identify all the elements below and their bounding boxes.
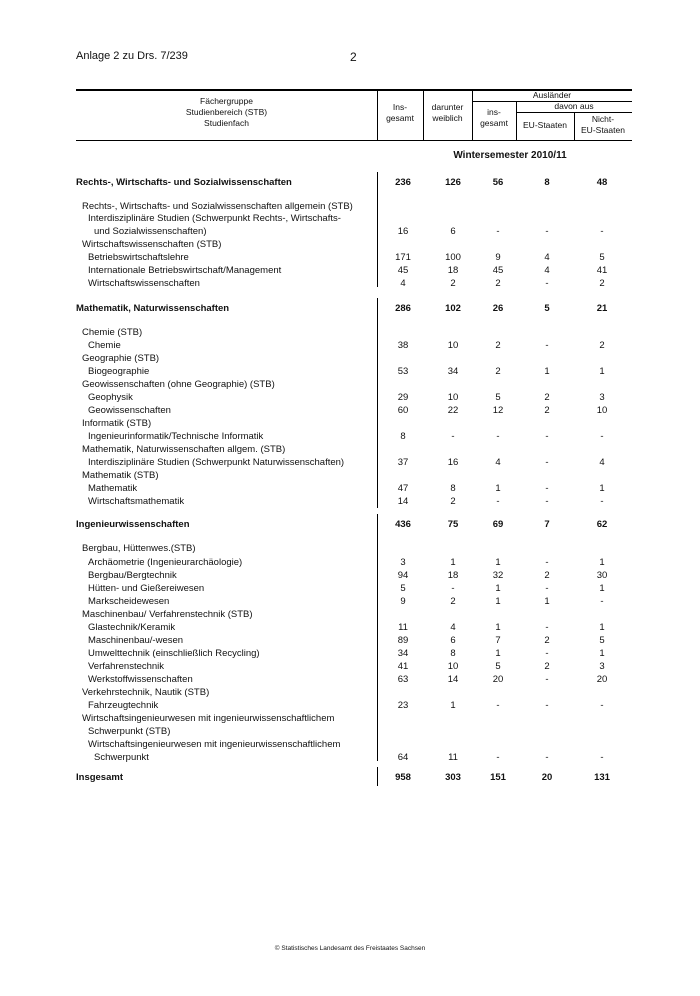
table-row [0, 699, 700, 712]
value-eu-staaten: - [545, 674, 549, 685]
value-auslaender-insgesamt: 2 [495, 366, 501, 377]
value-eu-staaten: - [545, 483, 549, 494]
value-insgesamt: 11 [398, 622, 408, 633]
row-label: Glastechnik/Keramik [88, 622, 176, 633]
value-nicht-eu-staaten: 1 [599, 583, 605, 594]
value-weiblich: 10 [447, 340, 459, 351]
row-label: Insgesamt [76, 772, 123, 783]
table-row [0, 582, 700, 595]
row-label: Schwerpunkt [94, 752, 149, 763]
row-label: Bergbau/Bergtechnik [88, 570, 177, 581]
value-insgesamt: 37 [397, 457, 409, 468]
value-nicht-eu-staaten: - [600, 596, 604, 607]
value-nicht-eu-staaten: 21 [596, 303, 608, 314]
value-insgesamt: 286 [395, 303, 411, 314]
value-weiblich: 11 [448, 752, 458, 763]
table-row [0, 212, 700, 225]
value-auslaender-insgesamt: 32 [492, 570, 504, 581]
value-eu-staaten: - [545, 457, 549, 468]
row-label: Bergbau, Hüttenwes.(STB) [82, 543, 196, 554]
value-eu-staaten: 20 [541, 772, 553, 783]
header-text: Studienbereich (STB) [185, 107, 268, 117]
table-row [0, 725, 700, 738]
table-row [0, 686, 700, 699]
value-auslaender-insgesamt: 12 [492, 405, 504, 416]
value-nicht-eu-staaten: 2 [599, 340, 605, 351]
value-weiblich: - [451, 431, 455, 442]
header-nicht-eu-staaten [574, 114, 632, 136]
value-auslaender-insgesamt: 1 [495, 596, 501, 607]
table-row [0, 365, 700, 378]
value-auslaender-insgesamt: 1 [495, 557, 501, 568]
value-weiblich: 8 [450, 483, 456, 494]
row-label: Umwelttechnik (einschließlich Recycling) [88, 648, 260, 659]
row-label: Geophysik [88, 392, 133, 403]
value-nicht-eu-staaten: 1 [599, 557, 605, 568]
row-label: Hütten- und Gießereiwesen [88, 583, 205, 594]
value-weiblich: 1 [450, 700, 456, 711]
header-text: Nicht- [591, 114, 615, 124]
table-row [0, 621, 700, 634]
table-group-row [0, 518, 700, 531]
value-auslaender-insgesamt: 56 [492, 177, 504, 188]
table-row [0, 443, 700, 456]
value-insgesamt: 63 [397, 674, 409, 685]
value-eu-staaten: - [545, 583, 549, 594]
value-eu-staaten: 2 [544, 570, 550, 581]
row-label: Mathematik, Naturwissenschaften [76, 303, 230, 314]
value-nicht-eu-staaten: 1 [599, 483, 605, 494]
table-row [0, 556, 700, 569]
value-eu-staaten: 8 [544, 177, 550, 188]
row-label: Wirtschaftsingenieurwesen mit ingenieurwissenschaftlichem [88, 739, 341, 750]
table-row [0, 495, 700, 508]
table-row [0, 482, 700, 495]
value-insgesamt: 4 [400, 278, 406, 289]
value-auslaender-insgesamt: 69 [492, 519, 504, 530]
value-insgesamt: 41 [397, 661, 409, 672]
table-row [0, 417, 700, 430]
row-label: Werkstoffwissenschaften [88, 674, 193, 685]
value-auslaender-insgesamt: 9 [495, 252, 501, 263]
value-weiblich: 16 [447, 457, 459, 468]
value-insgesamt: 60 [397, 405, 409, 416]
table-row [0, 569, 700, 582]
table-row [0, 647, 700, 660]
value-nicht-eu-staaten: 5 [599, 635, 605, 646]
value-nicht-eu-staaten: 4 [599, 457, 605, 468]
value-eu-staaten: 1 [544, 596, 550, 607]
row-label: Geowissenschaften [88, 405, 171, 416]
value-insgesamt: 45 [397, 265, 409, 276]
value-weiblich: 6 [450, 635, 456, 646]
table-row [0, 712, 700, 725]
header-text: weiblich [432, 113, 463, 123]
value-eu-staaten: - [545, 622, 549, 633]
header-text: gesamt [480, 118, 508, 128]
table-row [0, 469, 700, 482]
value-eu-staaten: - [545, 226, 549, 237]
value-weiblich: 126 [445, 177, 461, 188]
value-weiblich: 8 [450, 648, 456, 659]
value-weiblich: 18 [447, 570, 459, 581]
document-reference: Anlage 2 zu Drs. 7/239 [76, 50, 188, 62]
value-weiblich: 2 [450, 496, 456, 507]
table-row [0, 738, 700, 751]
value-auslaender-insgesamt: 2 [495, 278, 501, 289]
value-weiblich: 75 [447, 519, 459, 530]
value-insgesamt: 16 [397, 226, 409, 237]
value-nicht-eu-staaten: - [600, 226, 604, 237]
table-group-row [0, 302, 700, 315]
column-rule [377, 767, 378, 786]
value-weiblich: 100 [445, 252, 461, 263]
table-row [0, 277, 700, 290]
header-eu-staaten: EU-Staaten [523, 120, 567, 130]
header-davon-aus: davon aus [554, 101, 594, 111]
table-row [0, 673, 700, 686]
column-rule [377, 172, 378, 287]
value-nicht-eu-staaten: 10 [596, 405, 608, 416]
value-eu-staaten: 2 [544, 661, 550, 672]
value-weiblich: 18 [447, 265, 459, 276]
semester-label: Wintersemester 2010/11 [453, 150, 567, 161]
value-insgesamt: 38 [397, 340, 409, 351]
value-eu-staaten: - [545, 752, 549, 763]
value-weiblich: 10 [447, 661, 459, 672]
value-nicht-eu-staaten: 2 [599, 278, 605, 289]
value-eu-staaten: 2 [544, 392, 550, 403]
row-label: Mathematik (STB) [82, 470, 159, 481]
value-weiblich: 1 [450, 557, 456, 568]
value-eu-staaten: 7 [544, 519, 550, 530]
table-row [0, 352, 700, 365]
table-row [0, 391, 700, 404]
value-nicht-eu-staaten: - [600, 700, 604, 711]
value-insgesamt: 5 [400, 583, 406, 594]
table-row [0, 339, 700, 352]
value-nicht-eu-staaten: - [600, 496, 604, 507]
row-label: Betriebswirtschaftslehre [88, 252, 189, 263]
row-label: Ingenieurinformatik/Technische Informatik [88, 431, 264, 442]
row-label: Ingenieurwissenschaften [76, 519, 190, 530]
footer-copyright: © Statistisches Landesamt des Freistaates Sachsen [274, 945, 426, 952]
row-label: Chemie [88, 340, 121, 351]
header-text: ins- [487, 107, 501, 117]
row-label: Wirtschaftsingenieurwesen mit ingenieurwissenschaftlichem [82, 713, 335, 724]
value-nicht-eu-staaten: 3 [599, 661, 605, 672]
value-weiblich: 22 [447, 405, 459, 416]
value-eu-staaten: 4 [544, 265, 550, 276]
value-insgesamt: 436 [395, 519, 411, 530]
table-row [0, 608, 700, 621]
table-row [0, 595, 700, 608]
row-label: Wirtschaftswissenschaften (STB) [82, 239, 222, 250]
value-insgesamt: 3 [400, 557, 406, 568]
value-weiblich: 303 [445, 772, 461, 783]
value-auslaender-insgesamt: 1 [495, 648, 501, 659]
header-text: EU-Staaten [581, 125, 625, 135]
value-auslaender-insgesamt: 151 [490, 772, 506, 783]
value-nicht-eu-staaten: - [600, 752, 604, 763]
row-label: Mathematik [88, 483, 138, 494]
header-faechergruppe [76, 96, 377, 129]
header-auslaender: Ausländer [532, 90, 572, 100]
header-auslaender-insgesamt [472, 107, 516, 129]
value-nicht-eu-staaten: 1 [599, 366, 605, 377]
table-row [0, 542, 700, 555]
value-weiblich: - [451, 583, 455, 594]
header-text: Ins- [392, 102, 408, 112]
value-nicht-eu-staaten: 30 [596, 570, 608, 581]
row-label: Fahrzeugtechnik [88, 700, 159, 711]
table-group-row [0, 771, 700, 784]
value-auslaender-insgesamt: 2 [495, 340, 501, 351]
row-label: Rechts-, Wirtschafts- und Sozialwissenschaften allgemein (STB) [82, 201, 353, 212]
value-insgesamt: 171 [395, 252, 411, 263]
value-auslaender-insgesamt: 1 [495, 622, 501, 633]
value-weiblich: 102 [445, 303, 461, 314]
header-darunter-weiblich [423, 102, 472, 124]
table-row [0, 225, 700, 238]
value-weiblich: 6 [450, 226, 456, 237]
value-nicht-eu-staaten: 48 [596, 177, 608, 188]
header-text: Fächergruppe [200, 96, 253, 106]
value-insgesamt: 29 [397, 392, 409, 403]
value-insgesamt: 14 [397, 496, 409, 507]
value-auslaender-insgesamt: - [496, 752, 500, 763]
value-insgesamt: 53 [397, 366, 409, 377]
value-weiblich: 2 [450, 278, 456, 289]
value-eu-staaten: 1 [544, 366, 550, 377]
table-row [0, 238, 700, 251]
table-row [0, 430, 700, 443]
row-label: Maschinenbau/-wesen [88, 635, 184, 646]
value-eu-staaten: - [545, 648, 549, 659]
value-nicht-eu-staaten: 5 [599, 252, 605, 263]
row-label: Geographie (STB) [82, 353, 160, 364]
table-row [0, 378, 700, 391]
header-text: darunter [431, 102, 464, 112]
value-insgesamt: 34 [397, 648, 409, 659]
value-insgesamt: 94 [397, 570, 409, 581]
row-label: Informatik (STB) [82, 418, 152, 429]
table-row [0, 264, 700, 277]
value-auslaender-insgesamt: - [496, 700, 500, 711]
value-weiblich: 10 [447, 392, 459, 403]
row-label: Archäometrie (Ingenieurarchäologie) [88, 557, 243, 568]
value-insgesamt: 236 [395, 177, 411, 188]
row-label: Chemie (STB) [82, 327, 143, 338]
table-header-rule [76, 140, 632, 141]
table-row [0, 660, 700, 673]
value-eu-staaten: 2 [544, 635, 550, 646]
value-insgesamt: 958 [395, 772, 411, 783]
value-auslaender-insgesamt: - [496, 431, 500, 442]
row-label: Interdisziplinäre Studien (Schwerpunkt Rechts-, Wirtschafts- [88, 213, 341, 224]
value-auslaender-insgesamt: 5 [495, 392, 501, 403]
value-eu-staaten: - [545, 340, 549, 351]
value-nicht-eu-staaten: 1 [599, 648, 605, 659]
row-label: Interdisziplinäre Studien (Schwerpunkt Naturwissenschaften) [88, 457, 345, 468]
row-label: Verfahrenstechnik [88, 661, 165, 672]
value-auslaender-insgesamt: - [496, 226, 500, 237]
value-nicht-eu-staaten: 41 [596, 265, 608, 276]
value-nicht-eu-staaten: 1 [599, 622, 605, 633]
value-eu-staaten: - [545, 700, 549, 711]
value-nicht-eu-staaten: 3 [599, 392, 605, 403]
row-label: Wirtschaftswissenschaften [88, 278, 200, 289]
value-auslaender-insgesamt: 45 [492, 265, 504, 276]
value-eu-staaten: - [545, 278, 549, 289]
row-label: Internationale Betriebswirtschaft/Management [88, 265, 282, 276]
row-label: Schwerpunkt (STB) [88, 726, 171, 737]
table-row [0, 751, 700, 764]
value-auslaender-insgesamt: 5 [495, 661, 501, 672]
value-nicht-eu-staaten: - [600, 431, 604, 442]
value-weiblich: 14 [447, 674, 459, 685]
value-insgesamt: 23 [397, 700, 409, 711]
value-eu-staaten: 4 [544, 252, 550, 263]
value-insgesamt: 64 [397, 752, 409, 763]
row-label: Geowissenschaften (ohne Geographie) (STB) [82, 379, 275, 390]
column-rule [377, 514, 378, 761]
table-row [0, 634, 700, 647]
value-eu-staaten: - [545, 557, 549, 568]
value-insgesamt: 89 [397, 635, 409, 646]
row-label: Wirtschaftsmathematik [88, 496, 185, 507]
value-nicht-eu-staaten: 62 [596, 519, 608, 530]
value-weiblich: 2 [450, 596, 456, 607]
value-eu-staaten: 2 [544, 405, 550, 416]
value-auslaender-insgesamt: - [496, 496, 500, 507]
header-text: Studienfach [204, 118, 249, 128]
value-auslaender-insgesamt: 26 [492, 303, 504, 314]
row-label: und Sozialwissenschaften) [94, 226, 207, 237]
row-label: Rechts-, Wirtschafts- und Sozialwissenschaften [76, 177, 292, 188]
table-row [0, 456, 700, 469]
value-weiblich: 4 [450, 622, 456, 633]
table-group-row [0, 176, 700, 189]
value-auslaender-insgesamt: 7 [495, 635, 501, 646]
value-eu-staaten: - [545, 496, 549, 507]
value-auslaender-insgesamt: 1 [495, 583, 501, 594]
value-eu-staaten: 5 [544, 303, 550, 314]
value-auslaender-insgesamt: 1 [495, 483, 501, 494]
value-insgesamt: 9 [400, 596, 406, 607]
table-row [0, 404, 700, 417]
header-text: gesamt [386, 113, 414, 123]
row-label: Mathematik, Naturwissenschaften allgem. (STB) [82, 444, 286, 455]
value-weiblich: 34 [447, 366, 459, 377]
value-insgesamt: 8 [400, 431, 406, 442]
value-auslaender-insgesamt: 20 [492, 674, 504, 685]
value-nicht-eu-staaten: 131 [594, 772, 610, 783]
value-insgesamt: 47 [397, 483, 409, 494]
column-rule [377, 298, 378, 508]
table-row [0, 326, 700, 339]
header-insgesamt [377, 102, 423, 124]
row-label: Maschinenbau/ Verfahrenstechnik (STB) [82, 609, 253, 620]
row-label: Verkehrstechnik, Nautik (STB) [82, 687, 210, 698]
value-nicht-eu-staaten: 20 [596, 674, 608, 685]
table-row [0, 251, 700, 264]
page-number: 2 [350, 50, 357, 64]
row-label: Markscheidewesen [88, 596, 170, 607]
row-label: Biogeographie [88, 366, 150, 377]
value-eu-staaten: - [545, 431, 549, 442]
value-auslaender-insgesamt: 4 [495, 457, 501, 468]
